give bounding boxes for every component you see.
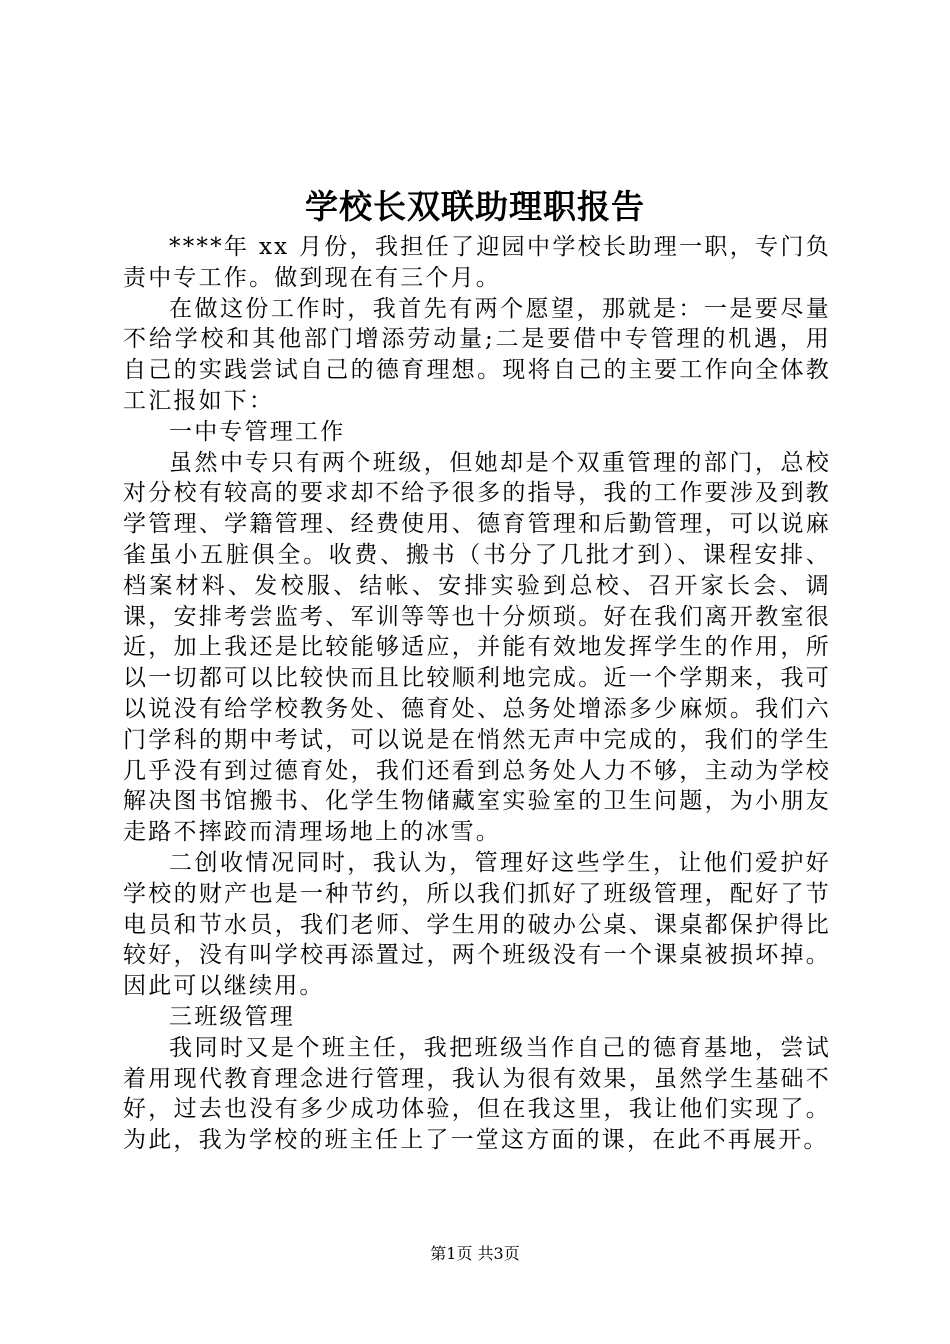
- paragraph: 二创收情况同时，我认为，管理好这些学生，让他们爱护好学校的财产也是一种节约，所以我们抓好了班级管理，配好了节电员和节水员，我们老师、学生用的破办公桌、课桌都保护得比较好，没有叫学校再添置过，两个班级没有一个课桌被损坏掉。因此可以继续用。: [123, 849, 831, 1000]
- document-title: 学校长双联助理职报告: [305, 187, 645, 226]
- page-footer: 第1页 共3页: [430, 1244, 520, 1263]
- paragraph: 在做这份工作时，我首先有两个愿望，那就是：一是要尽量不给学校和其他部门增添劳动量;二是要借中专管理的机遇，用自己的实践尝试自己的德育理想。现将自己的主要工作向全体教工汇报如下：: [123, 295, 831, 414]
- paragraph: 虽然中专只有两个班级，但她却是个双重管理的部门，总校对分校有较高的要求却不给予很多的指导，我的工作要涉及到教学管理、学籍管理、经费使用、德育管理和后勤管理，可以说麻雀虽小五脏俱全。收费、搬书（书分了几批才到）、课程安排、档案材料、发校服、结帐、安排实验到总校、召开家长会、调课，安排考尝监考、军训等等也十分烦琐。好在我们离开教室很近，加上我还是比较能够适应，并能有效地发挥学生的作用，所以一切都可以比较快而且比较顺利地完成。近一个学期来，我可以说没有给学校教务处、德育处、总务处增添多少麻烦。我们六门学科的期中考试，可以说是在悄然无声中完成的，我们的学生几乎没有到过德育处，我们还看到总务处人力不够，主动为学校解决图书馆搬书、化学生物储藏室实验室的卫生问题，为小朋友走路不摔跤而清理场地上的冰雪。: [123, 449, 831, 846]
- section-heading: 三班级管理: [169, 1003, 295, 1030]
- section-heading: 一中专管理工作: [169, 418, 346, 445]
- paragraph: 我同时又是个班主任，我把班级当作自己的德育基地，尝试着用现代教育理念进行管理，我认为很有效果，虽然学生基础不好，过去也没有多少成功体验，但在我这里，我让他们实现了。为此，我为学校的班主任上了一堂这方面的课，在此不再展开。: [123, 1034, 831, 1154]
- paragraph: ****年 xx 月份，我担任了迎园中学校长助理一职，专门负责中专工作。做到现在有三个月。: [123, 234, 831, 291]
- document-body: [123, 232, 831, 1156]
